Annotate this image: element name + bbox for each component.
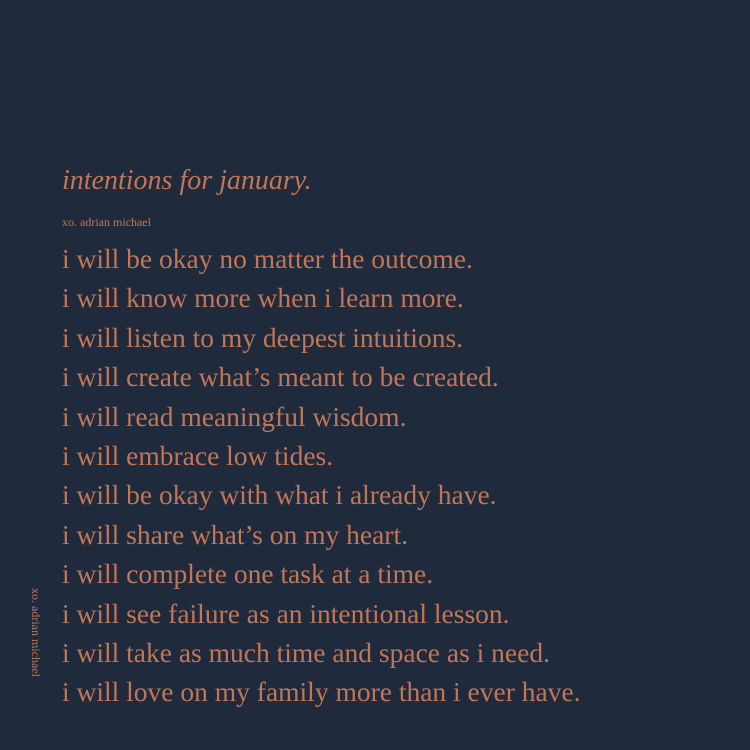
side-signature: xo. adrian michael: [29, 588, 43, 677]
intention-line: i will share what’s on my heart.: [62, 518, 408, 550]
intention-line: i will be okay with what i already have.: [62, 479, 497, 511]
intention-line: i will be okay no matter the outcome.: [62, 243, 473, 274]
intention-line: i will take as much time and space as i need.: [62, 636, 550, 668]
author-byline: xo. adrian michael: [62, 215, 151, 229]
intention-line: i will listen to my deepest intuitions.: [62, 321, 464, 353]
intentions-list: [62, 239, 581, 712]
intention-line: i will read meaningful wisdom.: [62, 400, 407, 432]
intention-line: i will love on my family more than i ever have.: [62, 676, 581, 708]
intention-line: i will know more when i learn more.: [62, 282, 464, 314]
intention-line: i will embrace low tides.: [62, 439, 334, 471]
poem-title: intentions for january.: [62, 165, 312, 196]
intention-line: i will create what’s meant to be created.: [62, 361, 499, 393]
intention-line: i will see failure as an intentional lesson.: [62, 597, 510, 629]
intention-line: i will complete one task at a time.: [62, 558, 434, 590]
